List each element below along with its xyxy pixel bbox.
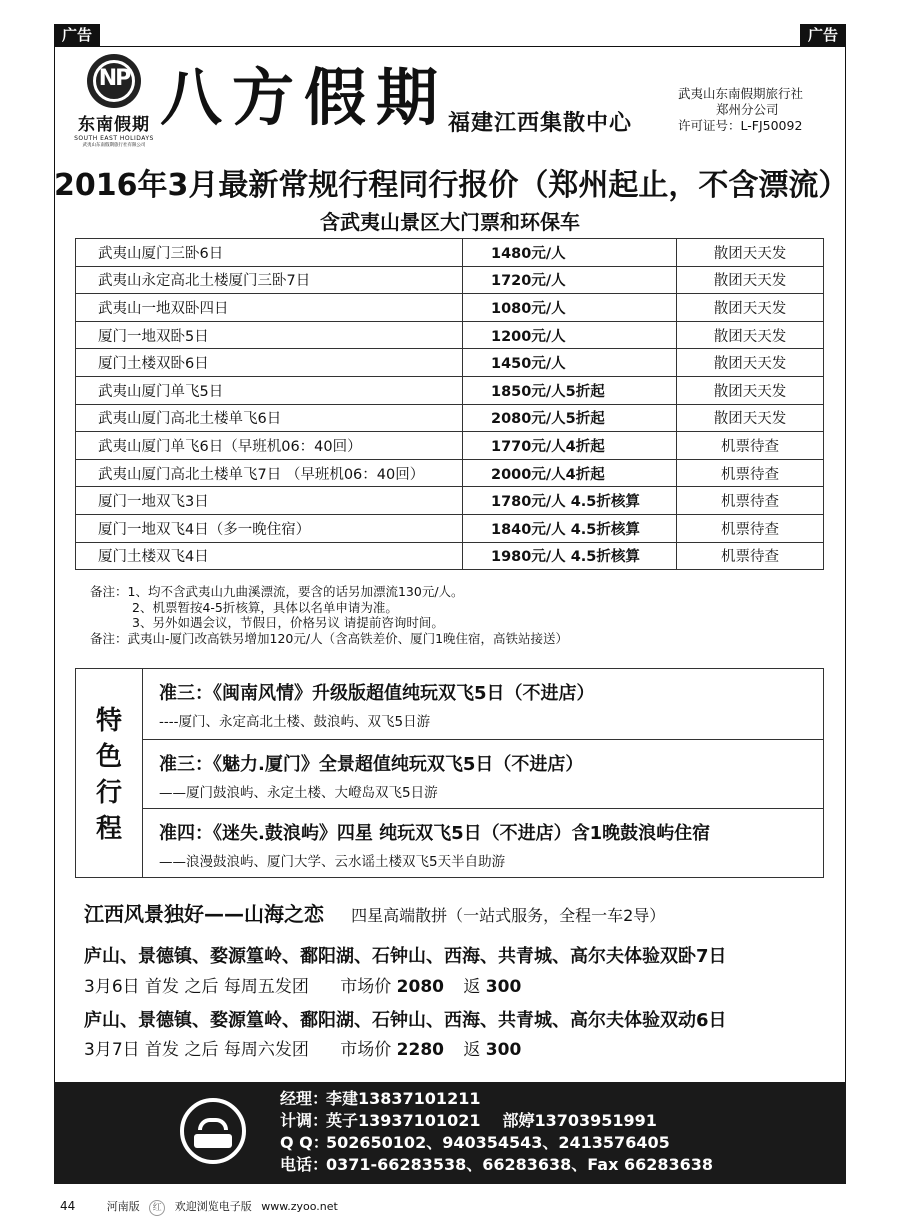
- price-cell: 1480元/人: [463, 239, 677, 267]
- price-cell: 1840元/人 4.5折核算: [463, 514, 677, 542]
- status-cell: 散团天天发: [677, 404, 824, 432]
- note-4: 备注：武夷山-厦门改高铁另增加120元/人（含高铁差价、厦门1晚住宿，高铁站接送）: [90, 630, 569, 646]
- price-cell: 1980元/人 4.5折核算: [463, 542, 677, 570]
- price-cell: 1720元/人: [463, 266, 677, 294]
- table-row: [76, 514, 824, 542]
- route-cell: 厦门一地双飞3日: [76, 487, 463, 515]
- jiangxi-route: 庐山、景德镇、婺源篁岭、鄱阳湖、石钟山、西海、共青城、高尔夫体验双动6日: [84, 1010, 727, 1031]
- edition: 河南版: [106, 1200, 140, 1213]
- route-cell: 厦门土楼双飞4日: [76, 542, 463, 570]
- table-row: [76, 459, 824, 487]
- note-3: 3、另外如遇会议，节假日，价格另议 请提前咨询时间。: [132, 615, 444, 630]
- ad-tag-left: 广告: [54, 24, 100, 46]
- special-tours: [75, 668, 824, 878]
- table-row: [76, 349, 824, 377]
- tour-desc: ——厦门鼓浪屿、永定土楼、大嶝岛双飞5日游: [159, 784, 438, 801]
- market-price: 2280: [396, 1040, 444, 1060]
- price-cell: 1080元/人: [463, 294, 677, 322]
- status-cell: 机票待查: [677, 487, 824, 515]
- route-cell: 武夷山厦门三卧6日: [76, 239, 463, 267]
- status-cell: 散团天天发: [677, 321, 824, 349]
- table-row: [76, 432, 824, 460]
- note-2: 2、机票暂按4-5折核算，具体以名单申请为准。: [132, 599, 398, 615]
- logo-subtitle: 武夷山东南假期旅行社有限公司: [82, 143, 146, 148]
- route-cell: 武夷山一地双卧四日: [76, 294, 463, 322]
- rebate-value: 300: [485, 1040, 522, 1060]
- status-cell: 散团天天发: [677, 239, 824, 267]
- price-cell: 1450元/人: [463, 349, 677, 377]
- status-cell: 散团天天发: [677, 266, 824, 294]
- price-cell: 1780元/人 4.5折核算: [463, 487, 677, 515]
- jiangxi-title: 江西风景独好——山海之恋: [84, 902, 324, 926]
- page-number: 44: [60, 1199, 76, 1213]
- phone-line: 电话：0371-66283538、66283638、Fax 66283638: [280, 1155, 714, 1174]
- tour-desc: ----厦门、永定高北土楼、鼓浪屿、双飞5日游: [159, 714, 431, 730]
- table-row: [76, 542, 824, 570]
- table-row: [76, 376, 824, 404]
- qq-line: Q Q：502650102、940354543、2413576405: [280, 1133, 670, 1152]
- dispatch-line: 计调：英子13937101021 部婷13703951991: [280, 1111, 657, 1130]
- tour-item: [143, 739, 823, 809]
- status-cell: 机票待查: [677, 459, 824, 487]
- rebate-value: 300: [485, 977, 522, 997]
- route-cell: 武夷山厦门高北土楼单飞7日 （早班机06：40回）: [76, 459, 463, 487]
- page-footer: [60, 1198, 338, 1216]
- distribution-center: 福建江西集散中心: [448, 111, 633, 136]
- price-cell: 1770元/人4折起: [463, 432, 677, 460]
- phone-icon: [180, 1098, 246, 1164]
- welcome-text: 欢迎浏览电子版: [174, 1200, 252, 1213]
- page-title: 2016年3月最新常规行程同行报价（郑州起止，不含漂流）: [54, 168, 849, 203]
- table-row: [76, 487, 824, 515]
- jiangxi-note: 四星高端散拼（一站式服务，全程一车2导）: [351, 906, 666, 925]
- route-cell: 武夷山厦门高北土楼单飞6日: [76, 404, 463, 432]
- table-row: [76, 239, 824, 267]
- status-cell: 散团天天发: [677, 349, 824, 377]
- route-cell: 武夷山厦门单飞5日: [76, 376, 463, 404]
- price-cell: 1200元/人: [463, 321, 677, 349]
- company-logo: [74, 54, 154, 148]
- price-cell: 2080元/人5折起: [463, 404, 677, 432]
- contact-lines: [280, 1088, 713, 1176]
- page-subtitle: 含武夷山景区大门票和环保车: [320, 210, 580, 234]
- table-row: [76, 266, 824, 294]
- table-row: [76, 404, 824, 432]
- ad-tag-right: 广告: [800, 24, 846, 46]
- route-cell: 厦门土楼双卧6日: [76, 349, 463, 377]
- tour-item: [143, 669, 823, 739]
- site-link[interactable]: www.zyoo.net: [261, 1200, 338, 1213]
- agency-name: 武夷山东南假期旅行社: [678, 86, 804, 101]
- table-row: [76, 321, 824, 349]
- contact-bar: [54, 1082, 846, 1184]
- price-cell: 1850元/人5折起: [463, 376, 677, 404]
- route-cell: 武夷山厦门单飞6日（早班机06：40回）: [76, 432, 463, 460]
- edition-badge-icon: 红: [149, 1200, 165, 1216]
- table-row: [76, 294, 824, 322]
- license-number: 许可证号：L-FJ50092: [678, 118, 803, 133]
- special-label: 特 色 行 程: [76, 669, 143, 877]
- tour-item: [143, 808, 823, 878]
- note-1: 备注：1、均不含武夷山九曲溪漂流，要含的话另加漂流130元/人。: [90, 584, 464, 599]
- route-cell: 厦门一地双飞4日（多一晚住宿）: [76, 514, 463, 542]
- market-price: 2080: [396, 977, 444, 997]
- np-logo-icon: NP: [87, 54, 141, 108]
- status-cell: 机票待查: [677, 432, 824, 460]
- brand-title: 八方假期: [160, 61, 449, 134]
- logo-english: SOUTH EAST HOLIDAYS: [74, 135, 154, 142]
- tour-title: 准三：《魅力.厦门》全景超值纯玩双飞5日（不进店）: [159, 753, 584, 775]
- tour-title: 准三：《闽南风情》升级版超值纯玩双飞5日（不进店）: [159, 683, 595, 704]
- status-cell: 机票待查: [677, 542, 824, 570]
- tour-desc: ——浪漫鼓浪屿、厦门大学、云水谣土楼双飞5天半自助游: [159, 854, 506, 870]
- agency-branch: 郑州分公司: [716, 102, 779, 117]
- manager-line: 经理：李建13837101211: [280, 1089, 481, 1108]
- agency-info: [678, 86, 828, 134]
- price-table: [75, 238, 824, 570]
- status-cell: 机票待查: [677, 514, 824, 542]
- route-cell: 厦门一地双卧5日: [76, 321, 463, 349]
- notes: [90, 584, 568, 646]
- status-cell: 散团天天发: [677, 376, 824, 404]
- price-cell: 2000元/人4折起: [463, 459, 677, 487]
- jiangxi-departure: 3月7日 首发 之后 每周六发团 市场价 2280 返 300: [84, 1040, 522, 1060]
- jiangxi-departure: 3月6日 首发 之后 每周五发团 市场价 2080 返 300: [84, 977, 522, 997]
- status-cell: 散团天天发: [677, 294, 824, 322]
- logo-name: 东南假期: [78, 115, 150, 135]
- tour-title: 准四：《迷失.鼓浪屿》四星 纯玩双飞5日（不进店）含1晚鼓浪屿住宿: [159, 823, 711, 844]
- jiangxi-header: [84, 898, 665, 927]
- route-cell: 武夷山永定高北土楼厦门三卧7日: [76, 266, 463, 294]
- jiangxi-route: 庐山、景德镇、婺源篁岭、鄱阳湖、石钟山、西海、共青城、高尔夫体验双卧7日: [84, 946, 727, 967]
